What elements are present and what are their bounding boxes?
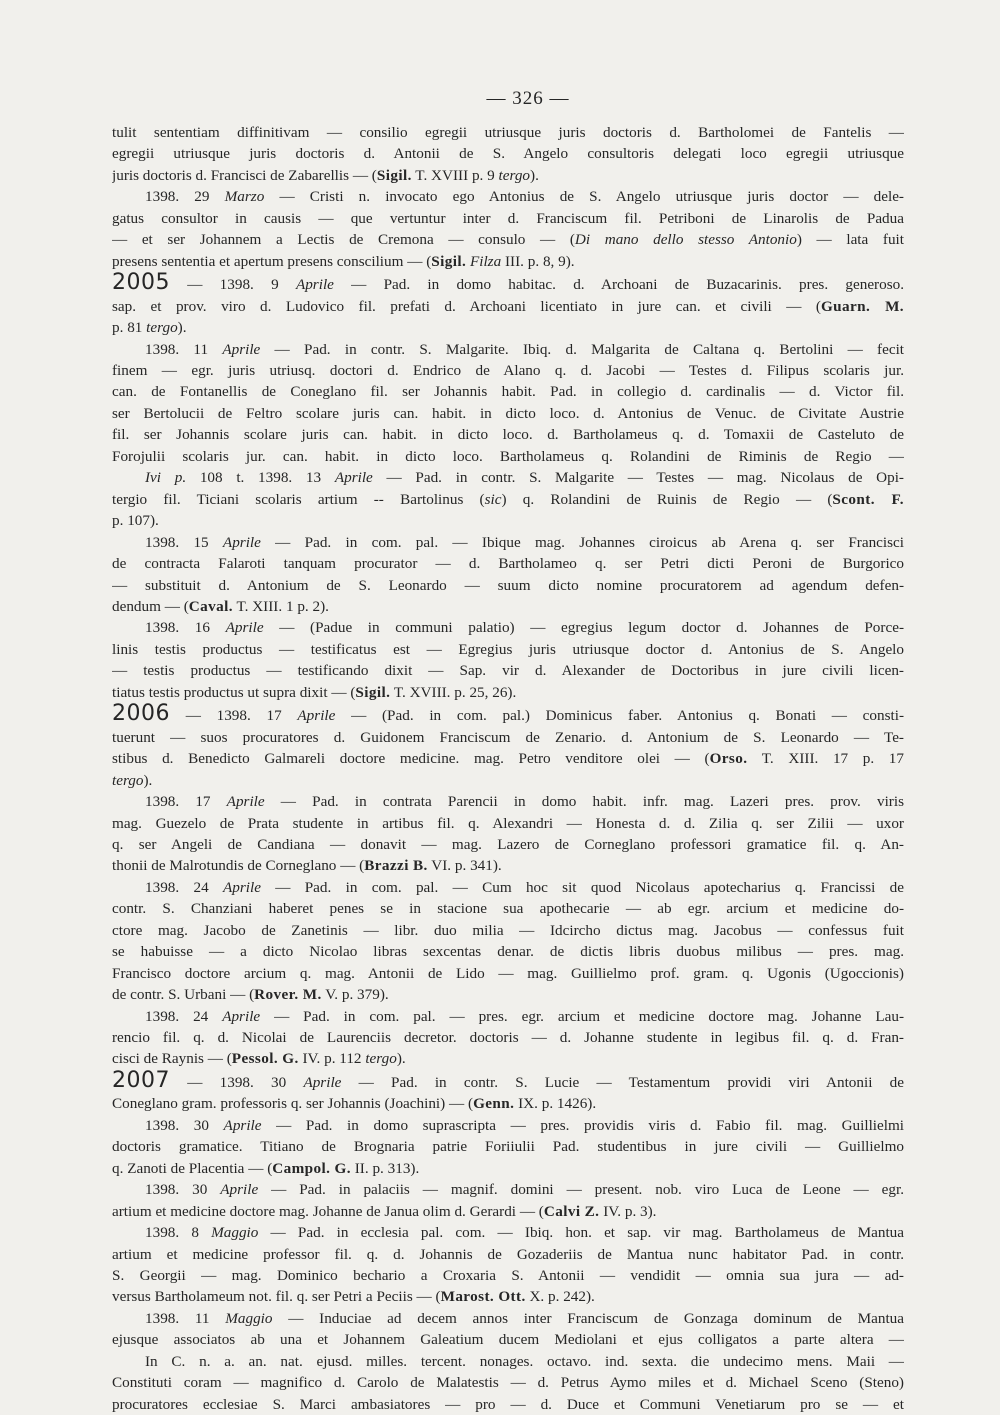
- document-body: [112, 122, 904, 1415]
- text-line: 2005 — 1398. 9 Aprile — Pad. in domo habitac. d. Archoani de Buzacarinis. pres. generoso.: [112, 272, 904, 296]
- text-line: tulit sententiam diffinitivam — consilio egregii utriusque juris doctoris d. Bartholomei de Fantelis —: [112, 124, 904, 141]
- text-line: 1398. 30 Aprile — Pad. in domo suprascripta — pres. providis viris d. Fabio fil. mag. Guillielmi: [145, 1116, 904, 1134]
- text-line: dendum — (Caval. T. XIII. 1 p. 2).: [112, 597, 329, 615]
- text-line: 1398. 15 Aprile — Pad. in com. pal. — Ibique mag. Johannes ciroicus ab Arena q. ser Francisci: [145, 533, 904, 551]
- text-line: sap. et prov. viro d. Ludovico fil. prefati d. Archoani licentiato in jure can. et civili — (Guarn. M.: [112, 297, 904, 315]
- text-line: q. Zanoti de Placentia — (Campol. G. II. p. 313).: [112, 1159, 420, 1177]
- text-line: fil. ser Johannis scolare juris can. habit. in dicto loco. d. Bartholameus q. d. Tomaxii de Casteluto de: [112, 426, 904, 444]
- text-line: p. 107).: [112, 512, 159, 530]
- text-line: presens sententia et apertum presens conscilium — (Sigil. Filza III. p. 8, 9).: [112, 252, 575, 270]
- text-line: — et ser Johannem a Lectis de Cremona — consulo — (Di mano dello stesso Antonio) — lata fuit: [112, 231, 904, 249]
- text-line: rencio fil. q. d. Nicolai de Laurenciis decretor. doctoris — d. Johanne studente in legibus fil. q. d. Fran-: [112, 1029, 904, 1047]
- text-line: stibus d. Benedicto Galmareli doctore medicine. mag. Petro venditore olei — (Orso. T. XIII. 17 p. 17: [112, 750, 904, 768]
- text-line: juris doctoris d. Francisci de Zabarellis — (Sigil. T. XVIII p. 9 tergo).: [112, 166, 539, 184]
- text-line: mag. Guezelo de Prata studente in artibus fil. q. Alexandri — Honesta d. d. Zilia q. ser Zilii — uxor: [112, 814, 904, 832]
- text-line: p. 81 tergo).: [112, 319, 187, 337]
- text-line: Ivi p. 108 t. 1398. 13 Aprile — Pad. in contr. S. Malgarite — Testes — mag. Nicolaus de Opi-: [145, 469, 904, 487]
- text-line: 2007 — 1398. 30 Aprile — Pad. in contr. S. Lucie — Testamentum providi viri Antonii de: [112, 1069, 904, 1093]
- text-line: 1398. 30 Aprile — Pad. in palaciis — magnif. domini — present. nob. viro Luca de Leone — egr.: [145, 1181, 904, 1199]
- text-line: 1398. 24 Aprile — Pad. in com. pal. — Cum hoc sit quod Nicolaus apotecharius q. Francissi de: [145, 878, 904, 896]
- text-line: can. de Fontanellis de Coneglano fil. ser Johannis habit. Pad. in collegio d. cardinalis — d. Victor fil.: [112, 383, 904, 401]
- text-line: 1398. 16 Aprile — (Padue in communi palatio) — egregius legum doctor d. Johannes de Porce-: [145, 619, 904, 637]
- text-line: tuerunt — suos procuratores d. Guidonem Franciscum de Zenario. d. Antonium de S. Leonardo — Te-: [112, 728, 904, 746]
- page-number: — 326 —: [486, 88, 570, 109]
- text-line: tergo).: [112, 771, 153, 789]
- text-line: cisci de Raynis — (Pessol. G. IV. p. 112 tergo).: [112, 1050, 406, 1068]
- text-line: Coneglano gram. professoris q. ser Johannis (Joachini) — (Genn. IX. p. 1426).: [112, 1095, 597, 1113]
- text-line: de contracta Falaroti tanquam procurator — d. Bartholameo q. ser Petri dicti Peroni de Burgorico: [112, 555, 904, 573]
- text-line: — testis productus — testificando dixit — Sap. vir d. Alexander de Doctoribus in jure civili licen-: [112, 662, 904, 680]
- text-line: — substituit d. Antonium de S. Leonardo — suum dicto nomine procuratorem ad agendum defen-: [112, 576, 904, 594]
- text-line: 1398. 8 Maggio — Pad. in ecclesia pal. com. — Ibiq. hon. et sap. vir mag. Bartholameus de Mantua: [145, 1224, 904, 1242]
- text-line: 1398. 17 Aprile — Pad. in contrata Parencii in domo habit. infr. mag. Lazeri pres. prov. viris: [145, 793, 904, 811]
- text-line: de contr. S. Urbani — (Rover. M. V. p. 379).: [112, 986, 389, 1004]
- text-line: artium et medicine professor fil. q. d. Johannis de Gozaderiis de Mantua nunc habitator Pad. in contr.: [112, 1245, 904, 1263]
- text-line: tergio fil. Ticiani scolaris artium -- Bartolinus (sic) q. Rolandini de Ruinis de Regio — (Scont. F.: [112, 490, 904, 508]
- text-line: 2006 — 1398. 17 Aprile — (Pad. in com. pal.) Dominicus faber. Antonius q. Bonati — consti-: [112, 703, 904, 727]
- text-line: 1398. 11 Aprile — Pad. in contr. S. Malgarite. Ibiq. d. Malgarita de Caltana q. Bertolini — fecit: [145, 340, 904, 358]
- text-line: versus Bartholameum not. fil. q. ser Petri a Peciis — (Marost. Ott. X. p. 242).: [112, 1288, 595, 1306]
- text-line: S. Georgii — mag. Dominico bechario a Croxaria S. Antonii — vendidit — omnia sua jura — ad-: [112, 1267, 904, 1285]
- text-line: 1398. 29 Marzo — Cristi n. invocato ego Antonius de S. Angelo utriusque juris doctor — dele-: [145, 188, 904, 206]
- text-line: Forojulii scolaris jur. can. habit. in dicto loco. Bartholameus q. Rolandini de Riminis de Regio —: [112, 447, 904, 465]
- text-line: gatus consultor in causis — que vertuntur inter d. Franciscum fil. Petriboni de Linarolis de Padua: [112, 209, 904, 227]
- text-line: ejusque associatos ab una et Johannem Galeatium ducem Mediolani et ejus colligatos a parte altera —: [112, 1331, 904, 1349]
- text-line: q. ser Angeli de Candiana — donavit — mag. Lazero de Corneglano professori gramatice fil. q. An-: [112, 835, 904, 853]
- text-line: linis testis productus — testificatus est — Egregius juris utriusque doctor d. Antonius de S. Angelo: [112, 640, 904, 658]
- text-line: egregii utriusque juris doctoris d. Antonii de S. Angelo consultoris delegati loco egregii utriusque: [112, 145, 904, 163]
- text-line: Constituti coram — magnifico d. Carolo de Malatestis — d. Petrus Aymo miles et d. Michael Sceno (Steno): [112, 1374, 904, 1392]
- text-line: doctoris gramatice. Titiano de Brognaria patrie Foriiulii Pad. studentibus in jure civili — Guillielmo: [112, 1138, 904, 1156]
- text-line: tiatus testis productus ut supra dixit — (Sigil. T. XVIII. p. 25, 26).: [112, 683, 517, 701]
- text-line: ctore mag. Jacobo de Zanetinis — libr. duo milia — Idcircho dictus mag. Jacobus — confessus fuit: [112, 921, 904, 939]
- text-line: Francisco doctore arcium q. mag. Antonii de Lido — mag. Guillielmo prof. gram. q. Ugonis (Ugoccionis): [112, 964, 904, 982]
- text-line: procuratores ecclesiae S. Marci ambasiatores — pro — d. Duce et Communi Venetiarum pro se — et: [112, 1395, 904, 1413]
- text-line: ser Bertolucii de Feltro scolare juris can. habit. in dicto loco. d. Antonius de Venuc. de Civitate Austrie: [112, 404, 904, 422]
- text-line: artium et medicine doctore mag. Johanne de Janua olim d. Gerardi — (Calvi Z. IV. p. 3).: [112, 1202, 657, 1220]
- text-line: 1398. 11 Maggio — Induciae ad decem annos inter Franciscum de Gonzaga dominum de Mantua: [145, 1309, 904, 1327]
- text-line: In C. n. a. an. nat. ejusd. milles. tercent. nonages. octavo. ind. sexta. die undecimo mens. Maii —: [145, 1352, 904, 1370]
- text-line: 1398. 24 Aprile — Pad. in com. pal. — pres. egr. arcium et medicine doctore mag. Johanne Lau-: [145, 1007, 904, 1025]
- text-line: finem — egr. juris utriusq. doctori d. Endrico de Alano q. d. Jacobi — Testes d. Filipus scolaris jur.: [112, 361, 904, 379]
- text-line: se habuisse — a dicto Nicolao libras sexcentas denar. de dictis libris duobus milibus — pres. mag.: [112, 943, 904, 961]
- text-line: thonii de Malrotundis de Corneglano — (Brazzi B. VI. p. 341).: [112, 857, 502, 875]
- text-line: contr. S. Chanziani haberet penes se in stacione sua apothecarie — ab egr. arcium et medicine do-: [112, 900, 904, 918]
